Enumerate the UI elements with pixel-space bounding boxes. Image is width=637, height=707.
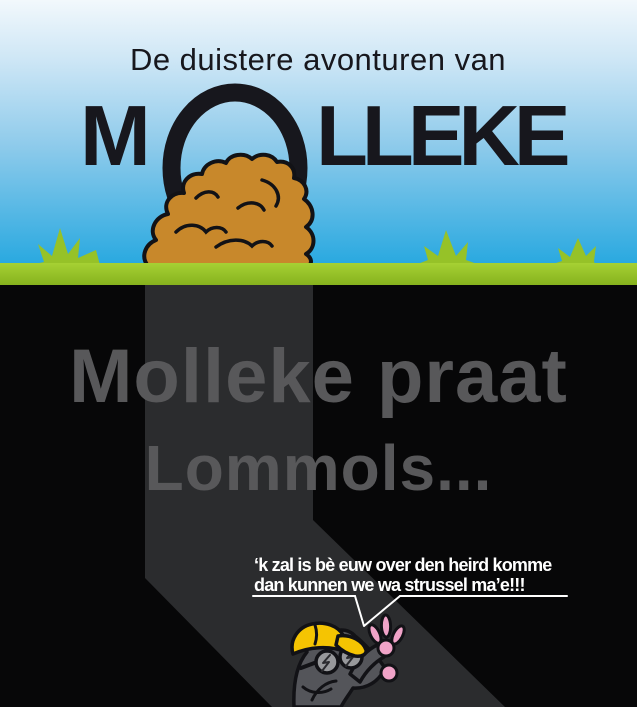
mole-nose	[381, 665, 397, 681]
title-letters-lleke: LLEKE	[316, 89, 565, 184]
speech-text-line2: dan kunnen we wa strussel ma’e!!!	[254, 575, 525, 595]
series-tagline: De duistere avonturen van	[129, 42, 507, 77]
speech-text-line1: ‘k zal is bè euw over den heird komme	[254, 555, 552, 575]
episode-title-line1: Molleke praat	[69, 334, 568, 419]
episode-title-line2: Lommols...	[144, 432, 493, 504]
title-letter-m: M	[80, 89, 151, 184]
speech-text	[254, 555, 584, 595]
